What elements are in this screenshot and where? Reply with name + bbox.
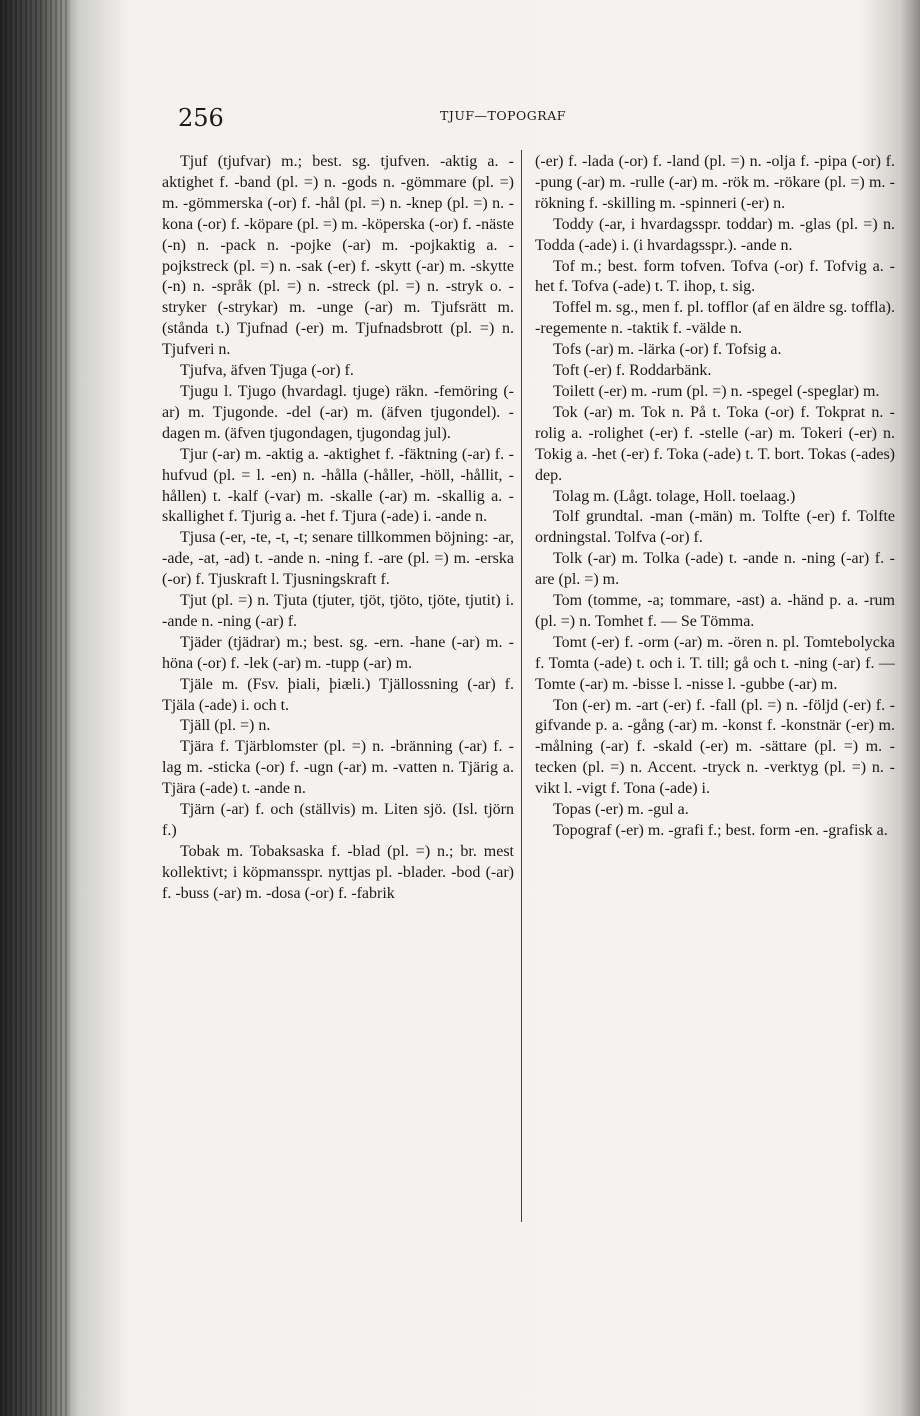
dictionary-entry: Tjugu l. Tjugo (hvardagl. tjuge) räkn. -femöring (-ar) m. Tjugonde. -del (-ar) m. (äfven tjugondel). -dagen m. (äfven tjugondagen, tjugondag jul). [162, 382, 514, 442]
dictionary-entry: Tof m.; best. form tofven. Tofva (-or) f. Tofvig a. -het f. Tofva (-ade) t. T. ihop, t. sig. [535, 257, 895, 296]
column-rule [521, 150, 522, 1222]
dictionary-entry: Tok (-ar) m. Tok n. På t. Toka (-or) f. Tokprat n. -rolig a. -rolighet (-er) f. -stelle (-ar) m. Tokeri (-er) n. Tokig a. -het (-er) f. Toka (-ade) t. T. bort. Tokas (-ades) dep. [535, 403, 895, 484]
dictionary-entry: Tjusa (-er, -te, -t, -t; senare tillkommen böjning: -ar, -ade, -at, -ad) t. -ande n. -ning f. -are (pl. =) m. -erska (-or) f. Tjuskraft l. Tjusningskraft f. [162, 529, 514, 589]
dictionary-entry: Tolag m. (Lågt. tolage, Holl. toelaag.) [553, 487, 796, 505]
dictionary-entry: Tjärn (-ar) f. och (ställvis) m. Liten sjö. (Isl. tjörn f.) [162, 801, 514, 839]
dictionary-entry: Tom (tomme, -a; tommare, -ast) a. -händ p. a. -rum (pl. =) n. Tomhet f. — Se Tömma. [535, 592, 895, 630]
binding-shadow [0, 0, 70, 1416]
dictionary-entry: Tofs (-ar) m. -lärka (-or) f. Tofsig a. [553, 341, 782, 359]
dictionary-entry: Tjäll (pl. =) n. [180, 717, 271, 735]
dictionary-entry: Tjut (pl. =) n. Tjuta (tjuter, tjöt, tjöto, tjöte, tjutit) i. -ande n. -ning (-ar) f. [162, 592, 514, 630]
running-head: TJUF—TOPOGRAF [440, 108, 566, 123]
dictionary-entry: Tjur (-ar) m. -aktig a. -aktighet f. -fäktning (-ar) f. -hufvud (pl. = l. -en) n. -hålla (-håller, -höll, -hållit, -hållen) t. -kalf (-var) m. -skalle (-ar) m. -skallig a. -skallighet f. Tjurig a. -het f. Tjura (-ade) i. -ande n. [162, 445, 514, 526]
dictionary-entry: Toddy (-ar, i hvardagsspr. toddar) m. -glas (pl. =) n. Todda (-ade) i. (i hvardagsspr.). -ande n. [535, 215, 895, 254]
dictionary-entry: Toft (-er) f. Roddarbänk. [553, 362, 712, 380]
dictionary-entry: Tolf grundtal. -man (-män) m. Tolfte (-er) f. Tolfte ordningstal. Tolfva (-or) f. [535, 508, 895, 547]
page-number: 256 [178, 104, 224, 132]
dictionary-entry: Topas (-er) m. -gul a. [553, 801, 689, 819]
dictionary-entry: Tjäder (tjädrar) m.; best. sg. -ern. -hane (-ar) m. -höna (-or) f. -lek (-ar) m. -tupp (-ar) m. [162, 633, 514, 672]
dictionary-entry: Tolk (-ar) m. Tolka (-ade) t. -ande n. -ning (-ar) f. -are (pl. =) m. [535, 550, 895, 589]
dictionary-entry: Tobak m. Tobaksaska f. -blad (pl. =) n.; br. mest kollektivt; i köpmansspr. nyttjas pl. -blader. -bod (-ar) f. -buss (-ar) m. -dosa (-or) f. -fabrik [162, 842, 514, 902]
dictionary-entry: Tjuf (tjufvar) m.; best. sg. tjufven. -aktig a. -aktighet f. -band (pl. =) n. -gods n. -gömmare (pl. =) m. -gömmerska (-or) f. -hål (pl. =) n. -knep (pl. =) n. -kona (-or) f. -köpare (pl. =) m. -köperska (-or) f. -näste (-n) n. -pack n. -pojke (-ar) m. -pojkaktig a. -pojkstreck (pl. =) n. -sak (-er) f. -skytt (-ar) m. -skytte (-n) n. -språk (pl. =) n. -streck (pl. =) n. -stryk o. -stryker (-strykar) m. -unge (-ar) m. Tjufsrätt m. (stånda t.) Tjufnad (-er) m. Tjufnadsbrott (pl. =) n. Tjufveri n. [162, 153, 514, 359]
dictionary-entry: Tjufva, äfven Tjuga (-or) f. [180, 362, 354, 380]
dictionary-entry: Toilett (-er) m. -rum (pl. =) n. -spegel (-speglar) m. [553, 382, 880, 400]
dictionary-entry: (-er) f. -lada (-or) f. -land (pl. =) n. -olja f. -pipa (-or) f. -pung (-ar) m. -rulle (-ar) m. -rök m. -rökare (pl. =) m. -rökning f. -skilling m. -spinneri (-er) n. [535, 153, 895, 212]
right-column [535, 152, 895, 1226]
dictionary-entry: Tjära f. Tjärblomster (pl. =) n. -bränning (-ar) f. -lag m. -sticka (-or) f. -ugn (-ar) m. -vatten n. Tjärig a. Tjära (-ade) t. -ande n. [162, 738, 514, 798]
dictionary-entry: Tjäle m. (Fsv. þiali, þiæli.) Tjällossning (-ar) f. Tjäla (-ade) i. och t. [162, 675, 514, 714]
dictionary-entry: Toffel m. sg., men f. pl. tofflor (af en äldre sg. toffla). -regemente n. -taktik f. -välde n. [535, 299, 895, 338]
dictionary-entry: Tomt (-er) f. -orm (-ar) m. -ören n. pl. Tomtebolycka f. Tomta (-ade) t. och i. T. till; gå och t. -ning (-ar) f. — Tomte (-ar) m. -bisse l. -nisse l. -gubbe (-ar) m. [535, 633, 895, 693]
dictionary-entry: Ton (-er) m. -art (-er) f. -fall (pl. =) n. -följd (-er) f. -gifvande p. a. -gång (-ar) m. -konst f. -konstnär (-er) m. -målning (-ar) f. -skald (-er) m. -sättare (pl. =) m. -tecken (pl. =) n. Accent. -tryck n. -verktyg (pl. =) n. -vikt l. -vigt f. Tona (-ade) i. [535, 696, 895, 798]
left-column [162, 152, 514, 1226]
dictionary-entry: Topograf (-er) m. -grafi f.; best. form -en. -grafisk a. [553, 822, 888, 839]
